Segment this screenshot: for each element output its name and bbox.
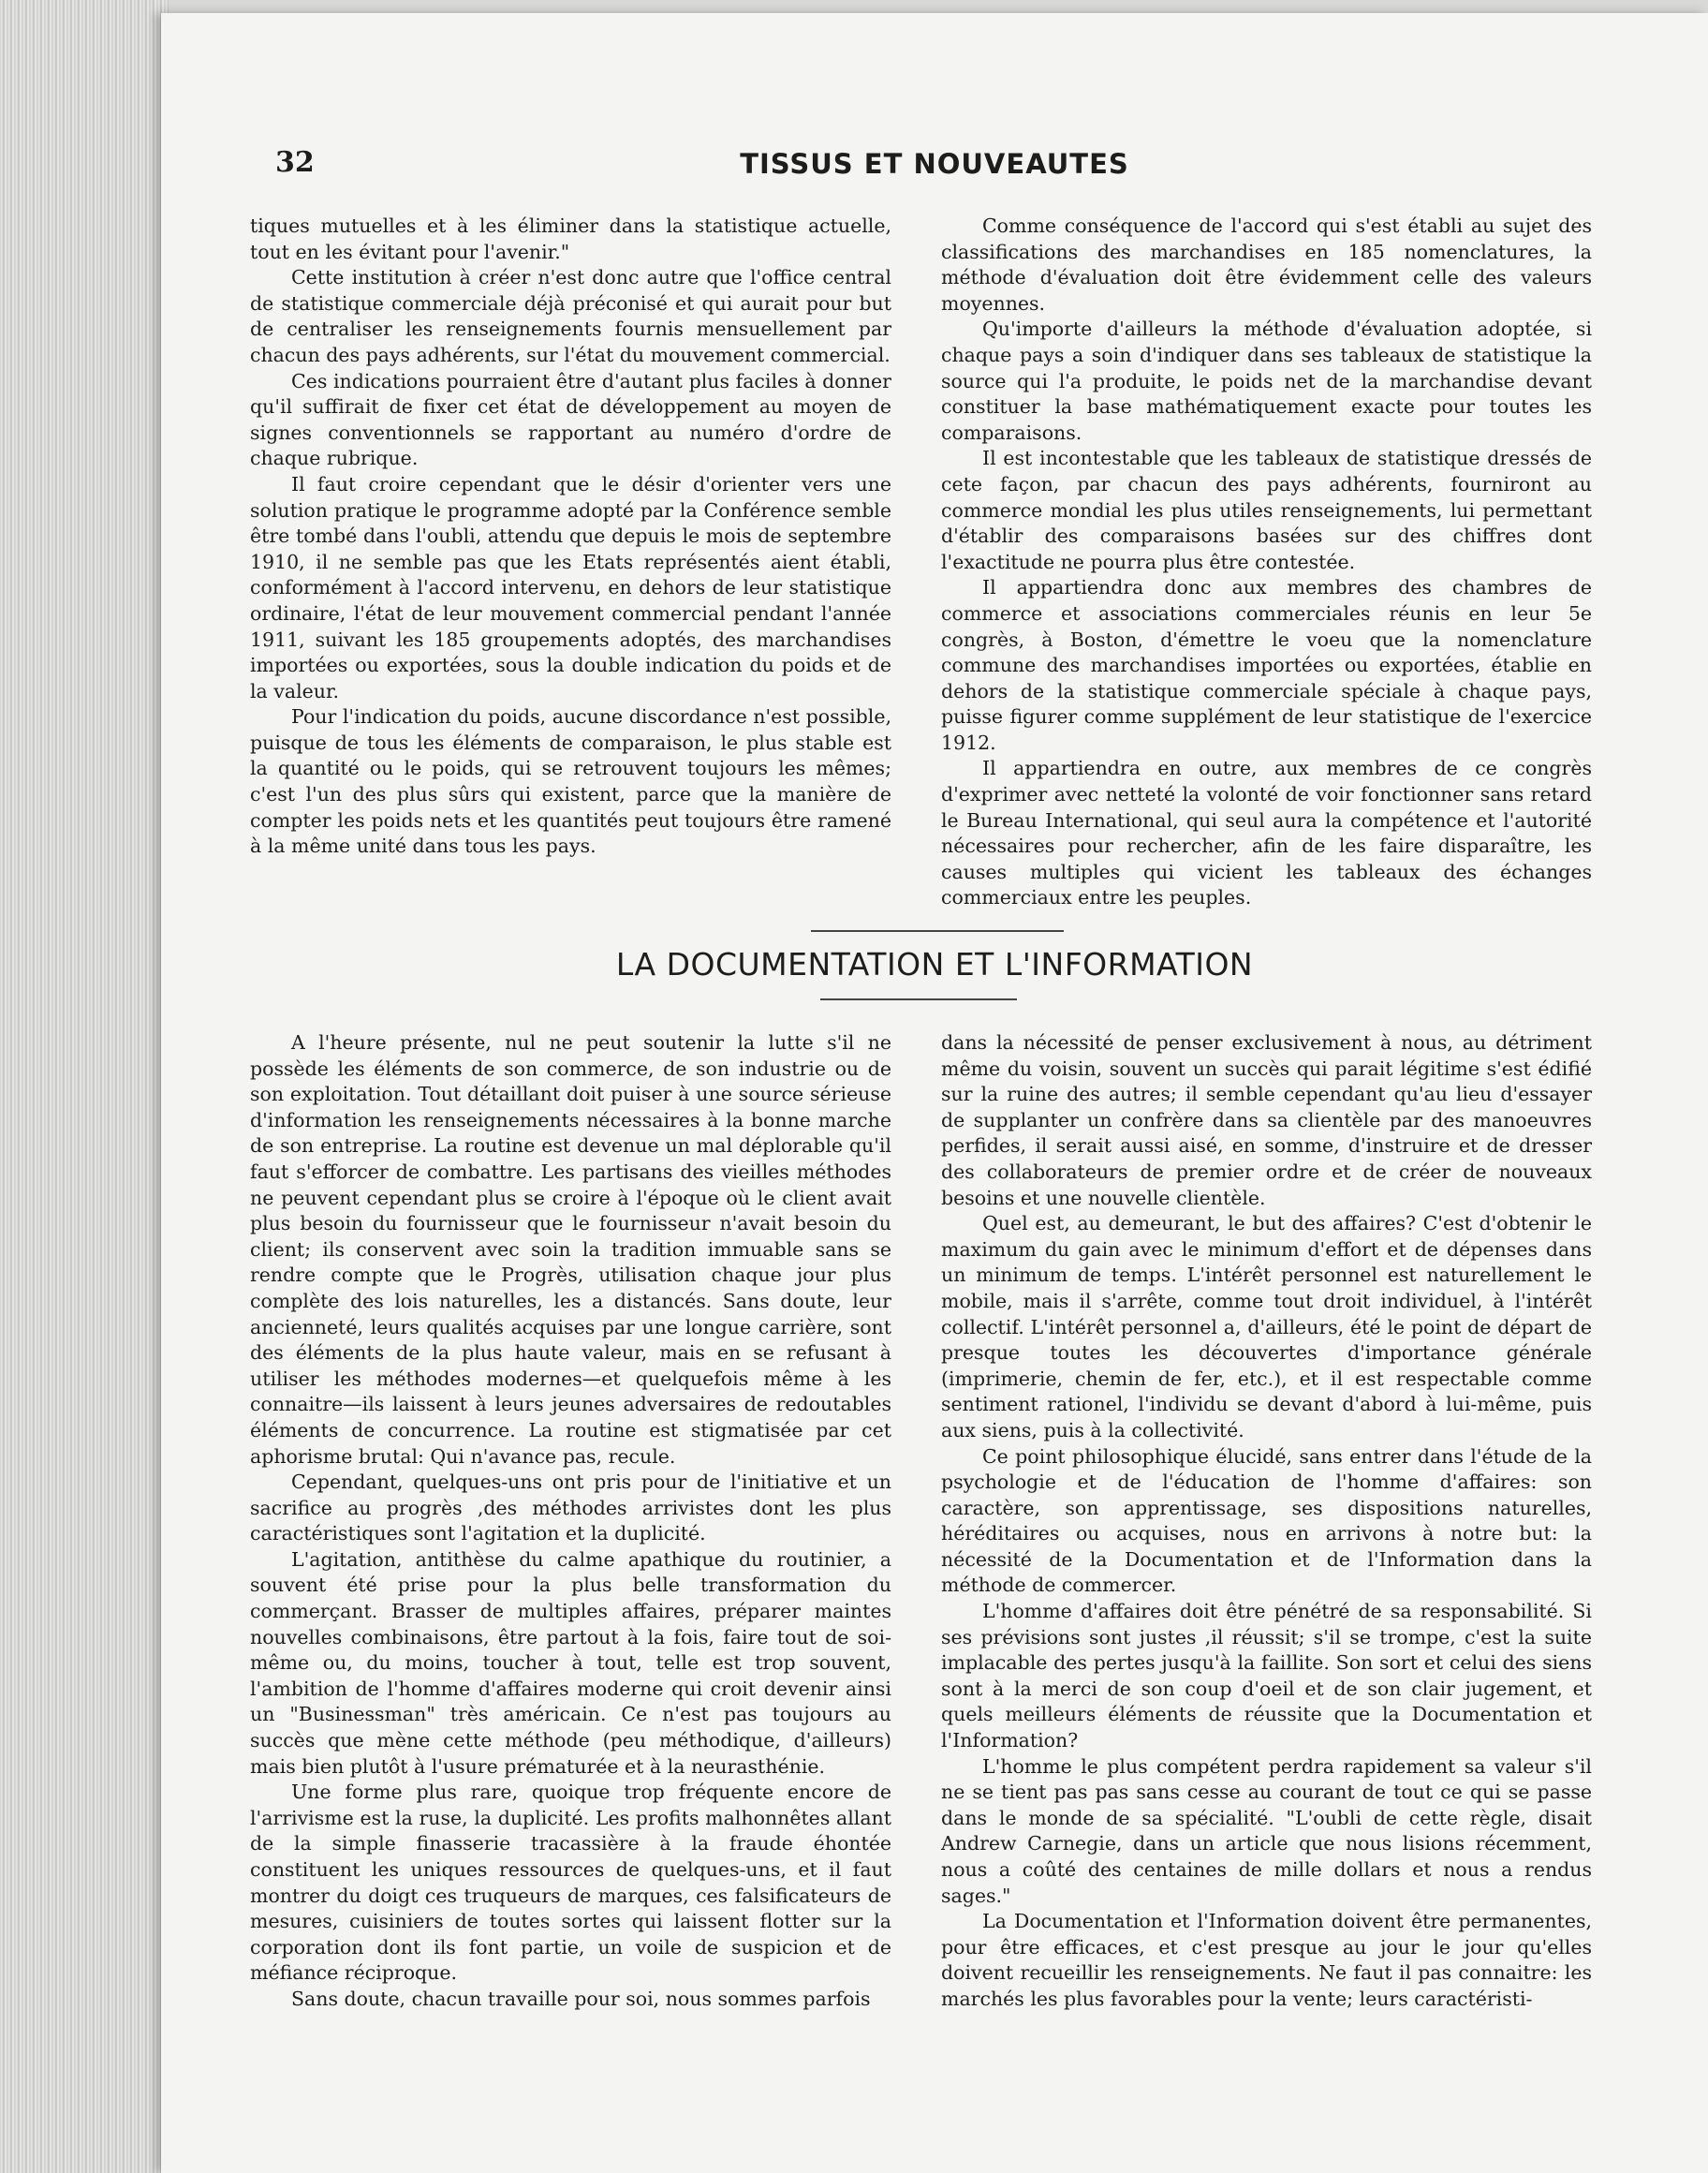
book-page-stack (0, 0, 169, 2173)
paragraph: Il faut croire cependant que le désir d'orienter vers une solution pratique le programme adopté par la Conférence semble être tombé dans l'oubli, attendu que depuis le mois de septembre 1910, il ne semble pas que les Etats représentés aient établi, conformément à l'accord intervenu, en dehors de leur statistique ordinaire, l'état de leur mouvement commercial pendant l'année 1911, suivant les 185 groupements adoptés, des marchandises importées ou exportées, sous la double indication du poids et de la valeur. (250, 472, 891, 702)
paragraph: tiques mutuelles et à les éliminer dans la statistique actuelle, tout en les évitant pour l'avenir." (250, 214, 891, 263)
paragraph: Comme conséquence de l'accord qui s'est établi au sujet des classifications des marchandises en 185 nomenclatures, la méthode d'évaluation doit être évidemment celle des valeurs moyennes. (941, 214, 1592, 315)
document-page (161, 13, 1708, 2173)
paragraph: Pour l'indication du poids, aucune discordance n'est possible, puisque de tous les éléments de comparaison, le plus stable est la quantité ou le poids, qui se retrouvent toujours les mêmes; c'est l'un des plus sûrs qui existent, parce que la manière de compter les poids nets et les quantités peut toujours être ramené à la même unité dans tous les pays. (250, 705, 891, 858)
section-rule-bottom (820, 998, 1017, 1000)
paragraph: L'agitation, antithèse du calme apathique du routinier, a souvent été prise pour la plus belle transformation du commerçant. Brasser de multiples affaires, préparer maintes nouvelles combinaisons, être partout à la fois, faire tout de soi-même ou, du moins, toucher à tout, telle est trop souvent, l'ambition de l'homme d'affaires moderne qui croit devenir ainsi un "Businessman" très américain. Ce n'est pas toujours au succès que mène cette méthode (peu méthodique, d'ailleurs) mais bien plutôt à l'usure prématurée et à la neurasthénie. (250, 1547, 891, 1778)
top-right-column (941, 214, 1592, 911)
paragraph: L'homme d'affaires doit être pénétré de sa responsabilité. Si ses prévisions sont justes ,il réussit; s'il se trompe, c'est la suite implacable des pertes jusqu'à la faillite. Son sort et celui des siens sont à la merci de son coup d'oeil et de son clair jugement, et quels meilleurs éléments de réussite que la Documentation et l'Information? (941, 1600, 1592, 1752)
paragraph: Une forme plus rare, quoique trop fréquente encore de l'arrivisme est la ruse, la duplicité. Les profits malhonnêtes allant de la simple finasserie tracassière à la fraude éhontée constituent les uniques ressources de quelques-uns, et il faut montrer du doigt ces truqueurs de marques, ces falsificateurs de mesures, cuisiniers de toutes sortes qui laissent flotter sur la corporation dont ils font partie, un voile de suspicion et de méfiance réciproque. (250, 1781, 891, 1985)
paragraph: Cependant, quelques-uns ont pris pour de l'initiative et un sacrifice au progrès ,des méthodes arrivistes dont les plus caractéristiques sont l'agitation et la duplicité. (250, 1471, 891, 1545)
paragraph: A l'heure présente, nul ne peut soutenir la lutte s'il ne possède les éléments de son commerce, de son industrie ou de son exploitation. Tout détaillant doit puiser à une source sérieuse d'information les renseignements nécessaires à la bonne marche de son entreprise. La routine est devenue un mal déplorable qu'il faut s'efforcer de combattre. Les partisans des vieilles méthodes ne peuvent cependant plus se croire à l'époque où le client avait plus besoin du fournisseur que le fournisseur n'avait besoin du client; ils conservent avec soin la tradition immuable sans se rendre compte que le Progrès, utilisation chaque jour plus complète des lois naturelles, les a distancés. Sans doute, leur ancienneté, leurs qualités acquises par une longue carrière, sont des éléments de la plus haute valeur, mais en se refusant à utiliser les méthodes modernes—et quelquefois même à les connaitre—ils laissent à leurs jeunes adversaires de redoutables éléments de concurrence. La routine est stigmatisée par cet aphorisme brutal: Qui n'avance pas, recule. (250, 1031, 891, 1468)
paragraph: dans la nécessité de penser exclusivement à nous, au détriment même du voisin, souvent un succès qui parait légitime s'est édifié sur la ruine des autres; il semble cependant qu'au lieu d'essayer de supplanter un confrère dans sa clientèle par des manoeuvres perfides, il serait aussi aisé, en somme, d'instruire et de dresser des collaborateurs de premier ordre et de créer de nouveaux besoins et une nouvelle clientèle. (941, 1031, 1592, 1209)
paragraph: Il appartiendra donc aux membres des chambres de commerce et associations commerciales réunis en leur 5e congrès, à Boston, d'émettre le voeu que la nomenclature commune des marchandises importées ou exportées, établie en dehors de la statistique commerciale spéciale à chaque pays, puisse figurer comme supplément de leur statistique de l'exercice 1912. (941, 576, 1592, 754)
top-left-column (250, 214, 891, 860)
bottom-left-column (250, 1030, 891, 2013)
paragraph: Quel est, au demeurant, le but des affaires? C'est d'obtenir le maximum du gain avec le minimum d'effort et de dépenses dans un minimum de temps. L'intérêt personnel est naturellement le mobile, mais il s'arrête, comme tout droit individuel, à l'intérêt collectif. L'intérêt personnel a, d'ailleurs, été le point de départ de presque toutes les découvertes d'importance générale (imprimerie, chemin de fer, etc.), et il est respectable comme sentiment rationel, l'individu se devant d'abord à lui-même, puis aux siens, puis à la collectivité. (941, 1212, 1592, 1441)
page-number: 32 (275, 146, 315, 179)
paragraph: Il est incontestable que les tableaux de statistique dressés de cete façon, par chacun des pays adhérents, fourniront au commerce mondial les plus utiles renseignements, lui permettant d'établir des comparaisons basées sur des chiffres dont l'exactitude ne pourra plus être contestée. (941, 447, 1592, 573)
paragraph: Ce point philosophique élucidé, sans entrer dans l'étude de la psychologie et de l'éducation de l'homme d'affaires: son caractère, son apprentissage, ses dispositions naturelles, héréditaires ou acquises, nous en arrivons à notre but: la nécessité de la Documentation et de l'Information dans la méthode de commercer. (941, 1444, 1592, 1597)
paragraph: L'homme le plus compétent perdra rapidement sa valeur s'il ne se tient pas pas sans cesse au courant de tout ce qui se passe dans le monde de sa spécialité. "L'oubli de cette règle, disait Andrew Carnegie, dans un article que nous lisions récemment, nous a coûté des centaines de mille dollars et nous a rendus sages." (941, 1754, 1592, 1907)
section-title: LA DOCUMENTATION ET L'INFORMATION (615, 946, 1254, 983)
paragraph: Il appartiendra en outre, aux membres de ce congrès d'exprimer avec netteté la volonté de voir fonctionner sans retard le Bureau International, qui seul aura la compétence et l'autorité nécessaires pour rechercher, afin de les faire disparaître, les causes multiples qui vicient les tableaux des échanges commerciaux entre les peuples. (941, 757, 1592, 909)
paragraph: Sans doute, chacun travaille pour soi, nous sommes parfois (291, 1987, 871, 2010)
paragraph: La Documentation et l'Information doivent être permanentes, pour être efficaces, et c'est presque au jour le jour qu'elles doivent recueillir les renseignements. Ne faut il pas connaitre: les marchés les plus favorables pour la vente; leurs caractéristi- (941, 1910, 1592, 2010)
paragraph: Cette institution à créer n'est donc autre que l'office central de statistique commerciale déjà préconisé et qui aurait pour but de centraliser les renseignements fournis mensuellement par chacun des pays adhérents, sur l'état du mouvement commercial. (250, 266, 891, 366)
running-title: TISSUS ET NOUVEAUTES (740, 148, 1129, 180)
paragraph: Qu'importe d'ailleurs la méthode d'évaluation adoptée, si chaque pays a soin d'indiquer dans ses tableaux de statistique la source qui l'a produite, le poids net de la marchandise devant constituer la base mathématiquement exacte pour toutes les comparaisons. (941, 318, 1592, 444)
section-rule-top (811, 930, 1064, 932)
bottom-right-column (941, 1030, 1592, 2013)
paragraph: Ces indications pourraient être d'autant plus faciles à donner qu'il suffirait de fixer cet état de développement au moyen de signes conventionnels se rapportant au numéro d'ordre de chaque rubrique. (250, 369, 891, 470)
